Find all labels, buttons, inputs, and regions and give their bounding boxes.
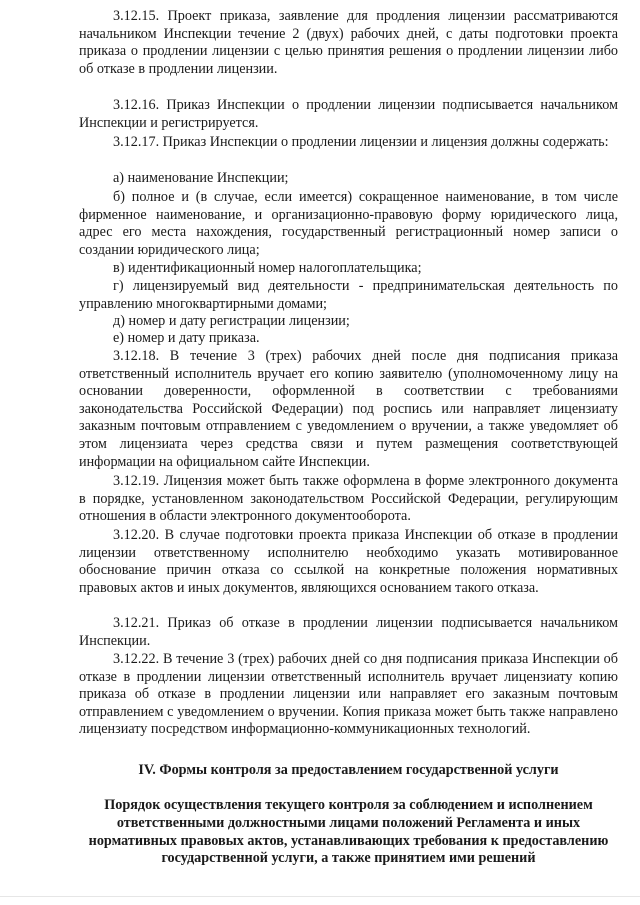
paragraph-3-12-18: 3.12.18. В течение 3 (трех) рабочих дней после дня подписания приказа ответственный исполнитель вручает его копию заявителю (уполномоченному лицу на основании доверенности, оформленной в соответствии с требованиями законодательства Российской Федерации) под роспись или направляет лицензиату заказным почтовым отправлением с уведомлением о вручении, а также уведомляет об этом лицензиата через средства связи и путем размещения соответствующей информации на официальном сайте Инспекции. [79, 348, 618, 470]
paragraph-3-12-16: 3.12.16. Приказ Инспекции о продлении лицензии подписывается начальником Инспекции и регистрируется. [79, 97, 618, 131]
list-item-e: е) номер и дату приказа. [113, 330, 260, 346]
list-item-v: в) идентификационный номер налогоплательщика; [113, 260, 422, 276]
page-bottom-edge [0, 896, 640, 897]
list-item-a: а) наименование Инспекции; [113, 170, 289, 186]
paragraph-3-12-15: 3.12.15. Проект приказа, заявление для продления лицензии рассматриваются начальником Инспекции течение 2 (двух) рабочих дней, с даты подготовки проекта приказа о продлении лицензии с целью принятия решения о продлении лицензии либо об отказе в продлении лицензии. [79, 8, 618, 77]
paragraph-3-12-20: 3.12.20. В случае подготовки проекта приказа Инспекции об отказе в продлении лицензии ответственному исполнителю необходимо указать мотивированное обоснование причин отказа со ссылкой на конкретные положения нормативных правовых актов и иных документов, являющихся основанием такого отказа. [79, 527, 618, 596]
paragraph-3-12-22: 3.12.22. В течение 3 (трех) рабочих дней со дня подписания приказа Инспекции об отказе в продлении лицензии ответственный исполнитель вручает лицензиату копию приказа об отказе в продлении лицензии или направляет его заказным почтовым отправлением с уведомлением о вручении. Копия приказа может быть также направлено лицензиату посредством информационно-коммуникационных технологий. [79, 651, 618, 738]
paragraph-3-12-17: 3.12.17. Приказ Инспекции о продлении лицензии и лицензия должны содержать: [113, 134, 609, 150]
list-item-b: б) полное и (в случае, если имеется) сокращенное наименование, в том числе фирменное наименование, и организационно-правовую форму юридического лица, адрес его места нахождения, государственный регистрационный номер записи о создании юридического лица; [79, 189, 618, 258]
section-heading: IV. Формы контроля за предоставлением государственной услуги [138, 762, 559, 778]
list-item-g: г) лицензируемый вид деятельности - предпринимательская деятельность по управлению многоквартирными домами; [79, 278, 618, 312]
paragraph-3-12-19: 3.12.19. Лицензия может быть также оформлена в форме электронного документа в порядке, установленном законодательством Российской Федерации, регулирующим отношения в области электронного документооборота. [79, 473, 618, 525]
list-item-d: д) номер и дату регистрации лицензии; [113, 313, 350, 329]
subsection-heading: Порядок осуществления текущего контроля за соблюдением и исполнением ответственными должностными лицами положений Регламента и иных нормативных правовых актов, устанавливающих требования к предоставлению государственной услуги, а также принятием ими решений [88, 797, 609, 867]
paragraph-3-12-21: 3.12.21. Приказ об отказе в продлении лицензии подписывается начальником Инспекции. [79, 615, 618, 649]
